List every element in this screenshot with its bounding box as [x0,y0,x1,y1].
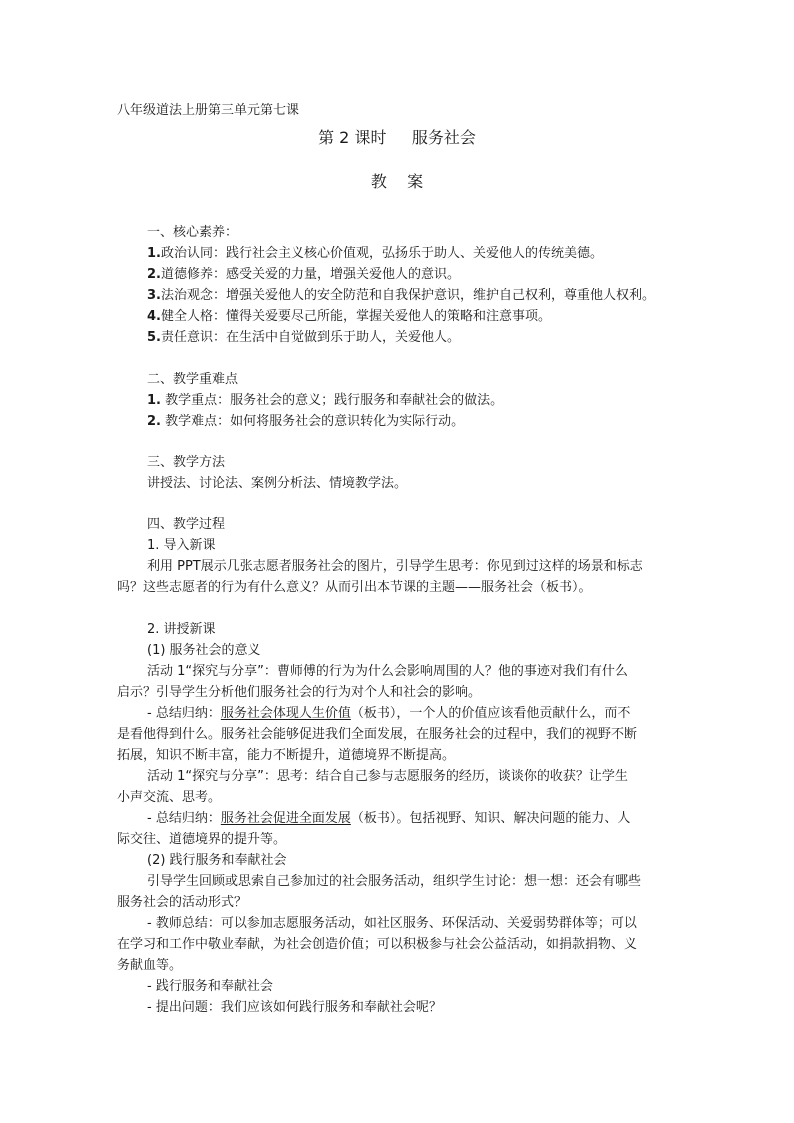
board-note: 服务社会促进全面发展 [220,811,351,826]
section-heading-process: 四、教学过程 [147,517,226,532]
subsection-title-practice: (2) 践行服务和奉献社会 [147,853,287,868]
step-title-new-lesson: 2. 讲授新课 [147,622,216,637]
section-heading-core-literacy: 一、核心素养： [147,225,239,240]
core-literacy-item: 5.责任意识：在生活中自觉做到乐于助人，关爱他人。 [147,330,460,345]
core-literacy-item: 4.健全人格：懂得关爱要尽己所能，掌握关爱他人的策略和注意事项。 [147,309,551,324]
step-title-intro: 1. 导入新课 [147,538,216,553]
summary-line: - 总结归纳：服务社会体现人生价值（板书），一个人的价值应该看他贡献什么，而不 [147,706,631,721]
core-literacy-item: 3.法治观念：增强关爱他人的安全防范和自我保护意识，维护自己权利，尊重他人权利。 [147,288,655,303]
lesson-title: 第 2 课时 服务社会 [318,128,476,147]
paragraph-line: 活动 1“探究与分享”：思考：结合自己参与志愿服务的经历，谈谈你的收获？让学生 [147,769,628,784]
section-heading-methods: 三、教学方法 [147,455,226,470]
key-point-item: 1. 教学重点：服务社会的意义；践行服务和奉献社会的做法。 [147,393,504,408]
paragraph-line: 吗？这些志愿者的行为有什么意义？从而引出本节课的主题——服务社会（板书）。 [117,580,592,595]
paragraph-line: 际交往、道德境界的提升等。 [117,832,287,847]
paragraph-line: 务献血等。 [117,958,183,973]
course-label: 八年级道法上册第三单元第七课 [117,103,300,118]
paragraph-line: 是看他得到什么。服务社会能够促进我们全面发展，在服务社会的过程中，我们的视野不断 [117,727,638,742]
core-literacy-item: 2.道德修养：感受关爱的力量，增强关爱他人的意识。 [147,267,460,282]
subsection-title-meaning: (1) 服务社会的意义 [147,643,261,658]
paragraph-line: 启示？引导学生分析他们服务社会的行为对个人和社会的影响。 [117,685,482,700]
key-point-item: 2. 教学难点：如何将服务社会的意识转化为实际行动。 [147,414,465,429]
bullet-line: - 践行服务和奉献社会 [147,979,273,994]
bullet-line: - 提出问题：我们应该如何践行服务和奉献社会呢？ [147,1000,442,1015]
paragraph-line: 拓展，知识不断丰富，能力不断提升，道德境界不断提高。 [117,748,456,763]
paragraph-line: 在学习和工作中敬业奉献，为社会创造价值；可以积极参与社会公益活动，如捐款捐物、义 [117,937,638,952]
core-literacy-item: 1.政治认同：践行社会主义核心价值观，弘扬乐于助人、关爱他人的传统美德。 [147,246,603,261]
methods-text: 讲授法、讨论法、案例分析法、情境教学法。 [147,476,408,491]
doc-type-title: 教 案 [370,172,424,191]
paragraph-line: 引导学生回顾或思索自己参加过的社会服务活动，组织学生讨论：想一想：还会有哪些 [147,874,642,889]
board-note: 服务社会体现人生价值 [220,706,351,721]
summary-line: - 总结归纳：服务社会促进全面发展（板书）。包括视野、知识、解决问题的能力、人 [147,811,631,826]
paragraph-line: 活动 1“探究与分享”：曹师傅的行为为什么会影响周围的人？他的事迹对我们有什么 [147,664,628,679]
paragraph-line: - 教师总结：可以参加志愿服务活动，如社区服务、环保活动、关爱弱势群体等；可以 [147,916,637,931]
section-heading-key-points: 二、教学重难点 [147,372,239,387]
paragraph-line: 利用 PPT展示几张志愿者服务社会的图片，引导学生思考：你见到过这样的场景和标志 [147,559,643,574]
paragraph-line: 小声交流、思考。 [117,790,222,805]
paragraph-line: 服务社会的活动形式？ [117,895,248,910]
